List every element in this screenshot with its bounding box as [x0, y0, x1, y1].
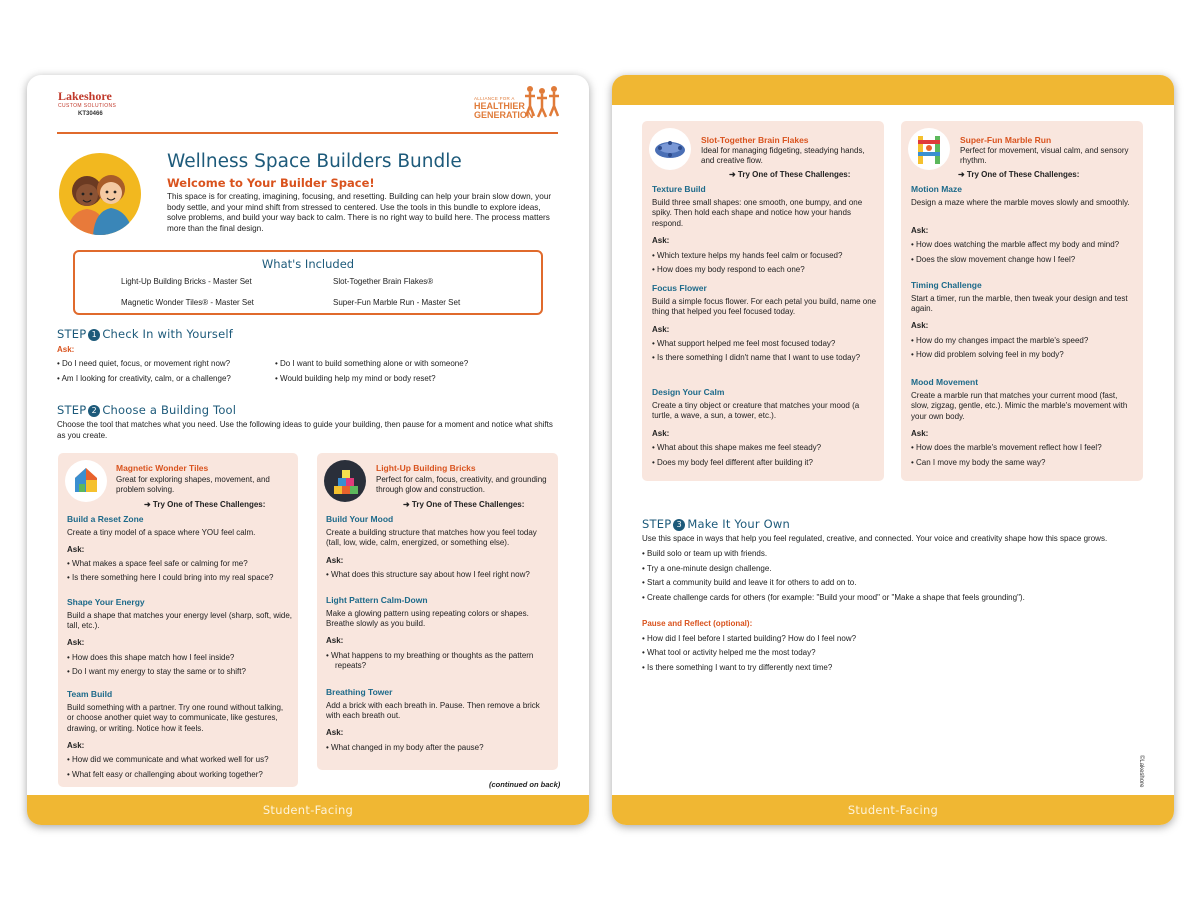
step-3-idea: • Create challenge cards for others (for example: "Build your mood" or "Make a shape that feels grounding").: [642, 593, 1025, 602]
challenge-text: Create a building structure that matches how you feel today (tall, low, wide, calm, energized, or something else).: [326, 528, 537, 548]
tool-description: Perfect for movement, visual calm, and sensory rhythm.: [960, 146, 1129, 166]
step-3-idea: • Build solo or team up with friends.: [642, 549, 767, 558]
included-heading: What's Included: [261, 257, 355, 271]
tool-panel-wonder-tiles: [58, 453, 298, 787]
challenge-question: • What happens to my breathing or thoughts as the pattern repeats?: [326, 651, 556, 672]
challenge-question: • How does my body respond to each one?: [652, 265, 882, 275]
challenge-heading: Mood Movement: [911, 377, 979, 387]
challenge-heading: Motion Maze: [911, 184, 962, 194]
partner-logo: [474, 84, 564, 126]
step-number: 1: [88, 329, 100, 341]
step-number: 2: [88, 405, 100, 417]
try-challenges: ➜ Try One of These Challenges:: [729, 170, 851, 179]
tool-description: Great for exploring shapes, movement, and problem solving.: [116, 475, 270, 495]
ask-label: Ask:: [326, 636, 344, 645]
whats-included-box: [73, 250, 543, 315]
tool-description: Perfect for calm, focus, creativity, and grounding through glow and construction.: [376, 475, 547, 495]
intro-paragraph: This space is for creating, imagining, focusing, and resetting. Building can help your brain slow down, your body settle, and your mind shift from stressed to centered. Use the tools in this bundle to explore ideas, solve problems, and build your way back to calm. There is no right way to build here. The process matters more than the final design.: [167, 192, 552, 233]
partner-line-2: GENERATION: [474, 110, 534, 120]
challenge-question: • Do I want my energy to stay the same or to shift?: [67, 667, 297, 677]
tool-panel-marble-run: [901, 121, 1143, 481]
step-3-idea: • Try a one-minute design challenge.: [642, 564, 772, 573]
tool-description: Ideal for managing fidgeting, steadying hands, and creative flow.: [701, 146, 865, 166]
challenge-question: • What changed in my body after the pause?: [326, 743, 556, 753]
challenge-question: • How does watching the marble affect my body and mind?: [911, 240, 1141, 250]
ask-label: Ask:: [326, 728, 344, 737]
challenge-heading: Light Pattern Calm-Down: [326, 595, 428, 605]
step-3-text: Use this space in ways that help you feel regulated, creative, and connected. Your voice and creativity shape how this space grows.: [642, 534, 1108, 543]
ask-label: Ask:: [652, 325, 670, 334]
wonder-tiles-icon: [65, 460, 107, 502]
try-challenges: ➜ Try One of These Challenges:: [958, 170, 1080, 179]
challenge-text: Create a marble run that matches your current mood (fast, slow, zigzag, gentle, etc.). Mimic the marble's movement with your own body.: [911, 391, 1128, 421]
logo-name: Lakeshore: [58, 89, 112, 103]
challenge-text: Design a maze where the marble moves slowly and smoothly.: [911, 198, 1130, 207]
challenge-heading: Build a Reset Zone: [67, 514, 144, 524]
partner-line-1: HEALTHIER: [474, 101, 525, 111]
reflect-question: • Is there something I want to try differently next time?: [642, 663, 832, 672]
copyright-note: ©Lakeshore: [1138, 755, 1144, 788]
page-back: [612, 75, 1174, 825]
step-title: Choose a Building Tool: [102, 403, 237, 417]
reflect-question: • What tool or activity helped me the most today?: [642, 648, 816, 657]
challenge-question: • What about this shape makes me feel steady?: [652, 443, 882, 453]
reflect-question: • How did I feel before I started building? How do I feel now?: [642, 634, 856, 643]
tool-panel-light-up-bricks: [317, 453, 558, 770]
header-rule: [57, 132, 558, 134]
ask-label: Ask:: [652, 236, 670, 245]
challenge-question: • What does this structure say about how I feel right now?: [326, 570, 556, 580]
step-1-question: • Do I want to build something alone or with someone?: [275, 359, 468, 368]
step-1-question: • Do I need quiet, focus, or movement right now?: [57, 359, 230, 368]
challenge-question: • Does the slow movement change how I feel?: [911, 255, 1141, 265]
footer-label: Student-Facing: [27, 795, 589, 825]
challenge-heading: Design Your Calm: [652, 387, 725, 397]
brain-flakes-icon: [649, 128, 691, 170]
challenge-heading: Team Build: [67, 689, 113, 699]
challenge-question: • Is there something here I could bring into my real space?: [67, 573, 297, 583]
reflect-heading: Pause and Reflect (optional):: [642, 619, 753, 628]
challenge-question: • Is there something I didn't name that I want to use today?: [652, 353, 864, 363]
page-title: Wellness Space Builders Bundle: [167, 151, 462, 172]
challenge-text: Build a simple focus flower. For each petal you build, name one thing that helped you feel focused today.: [652, 297, 877, 317]
kids-avatar: [59, 153, 141, 235]
included-item: Magnetic Wonder Tiles® - Master Set: [121, 298, 254, 307]
step-title: Check In with Yourself: [102, 327, 234, 341]
ask-label: Ask:: [67, 545, 85, 554]
challenge-question: • What support helped me feel most focused today?: [652, 339, 882, 349]
kids-illustration-icon: [59, 153, 141, 235]
tool-name: Magnetic Wonder Tiles: [116, 463, 209, 473]
challenge-heading: Shape Your Energy: [67, 597, 145, 607]
product-code: KT30466: [78, 111, 103, 117]
tool-name: Light-Up Building Bricks: [376, 463, 476, 473]
try-challenges: ➜ Try One of These Challenges:: [403, 500, 525, 509]
challenge-question: • How did we communicate and what worked well for us?: [67, 755, 297, 765]
step-3-idea: • Start a community build and leave it for others to add on to.: [642, 578, 856, 587]
step-label: STEP: [57, 327, 87, 341]
tool-name: Super-Fun Marble Run: [960, 135, 1052, 145]
challenge-text: Build three small shapes: one smooth, one bumpy, and one spiky. Then hold each shape and notice how your hands respond.: [652, 198, 863, 228]
challenge-heading: Breathing Tower: [326, 687, 393, 697]
challenge-text: Add a brick with each breath in. Pause. Then remove a brick with each breath out.: [326, 701, 540, 721]
lakeshore-logo: [58, 89, 116, 109]
challenge-question: • How did problem solving feel in my body?: [911, 350, 1141, 360]
page-front: [27, 75, 589, 825]
challenge-text: Create a tiny model of a space where YOU feel calm.: [67, 528, 256, 537]
footer-label: Student-Facing: [612, 795, 1174, 825]
try-challenges: ➜ Try One of These Challenges:: [144, 500, 266, 509]
challenge-question: • How does the marble's movement reflect how I feel?: [911, 443, 1141, 453]
challenge-text: Build something with a partner. Try one round without talking, or choose another quiet way to communicate, like gestures, drawing, or writing. Notice how it feels.: [67, 703, 284, 733]
step-label: STEP: [642, 517, 672, 531]
challenge-heading: Texture Build: [652, 184, 706, 194]
ask-label: Ask:: [652, 429, 670, 438]
ask-label: Ask:: [911, 226, 929, 235]
tool-panel-brain-flakes: [642, 121, 884, 481]
ask-label: Ask:: [57, 345, 75, 354]
challenge-text: Build a shape that matches your energy level (sharp, soft, wide, tall, etc.).: [67, 611, 293, 631]
challenge-question: • What felt easy or challenging about working together?: [67, 770, 297, 780]
challenge-text: Start a timer, run the marble, then tweak your design and test again.: [911, 294, 1128, 314]
ask-label: Ask:: [67, 741, 85, 750]
step-2-text: Choose the tool that matches what you need. Use the following ideas to guide your building, then pause for a moment and notice what shifts as you create.: [57, 420, 553, 440]
step-title: Make It Your Own: [687, 517, 790, 531]
continued-note: (continued on back): [489, 780, 561, 789]
step-1-heading: [57, 327, 233, 341]
challenge-question: • What makes a space feel safe or calming for me?: [67, 559, 297, 569]
included-item: Slot-Together Brain Flakes®: [333, 277, 434, 286]
step-3-heading: [642, 517, 790, 531]
logo-sub: CUSTOM SOLUTIONS: [58, 103, 117, 109]
challenge-text: Make a glowing pattern using repeating colors or shapes. Breathe slowly as you build.: [326, 609, 529, 629]
welcome-heading: Welcome to Your Builder Space!: [167, 176, 375, 190]
challenge-question: • How does this shape match how I feel inside?: [67, 653, 297, 663]
figures-icon: [522, 84, 562, 118]
step-2-heading: [57, 403, 236, 417]
ask-label: Ask:: [326, 556, 344, 565]
step-label: STEP: [57, 403, 87, 417]
marble-run-icon: [908, 128, 950, 170]
challenge-question: • How do my changes impact the marble's speed?: [911, 336, 1141, 346]
step-1-question: • Would building help my mind or body reset?: [275, 374, 436, 383]
ask-label: Ask:: [911, 321, 929, 330]
light-up-bricks-icon: [324, 460, 366, 502]
step-number: 3: [673, 519, 685, 531]
challenge-question: • Which texture helps my hands feel calm or focused?: [652, 251, 882, 261]
challenge-heading: Focus Flower: [652, 283, 707, 293]
ask-label: Ask:: [911, 429, 929, 438]
challenge-heading: Build Your Mood: [326, 514, 394, 524]
partner-small: ALLIANCE FOR A: [474, 96, 515, 101]
challenge-question: • Does my body feel different after building it?: [652, 458, 882, 468]
challenge-heading: Timing Challenge: [911, 280, 982, 290]
ask-label: Ask:: [67, 638, 85, 647]
tool-name: Slot-Together Brain Flakes: [701, 135, 809, 145]
included-item: Light-Up Building Bricks - Master Set: [121, 277, 252, 286]
step-1-question: • Am I looking for creativity, calm, or a challenge?: [57, 374, 231, 383]
challenge-text: Create a tiny object or creature that matches your mood (a turtle, a wave, a sun, a tower, etc.).: [652, 401, 860, 421]
included-item: Super-Fun Marble Run - Master Set: [333, 298, 461, 307]
challenge-question: • Can I move my body the same way?: [911, 458, 1141, 468]
top-bar: [612, 75, 1174, 105]
